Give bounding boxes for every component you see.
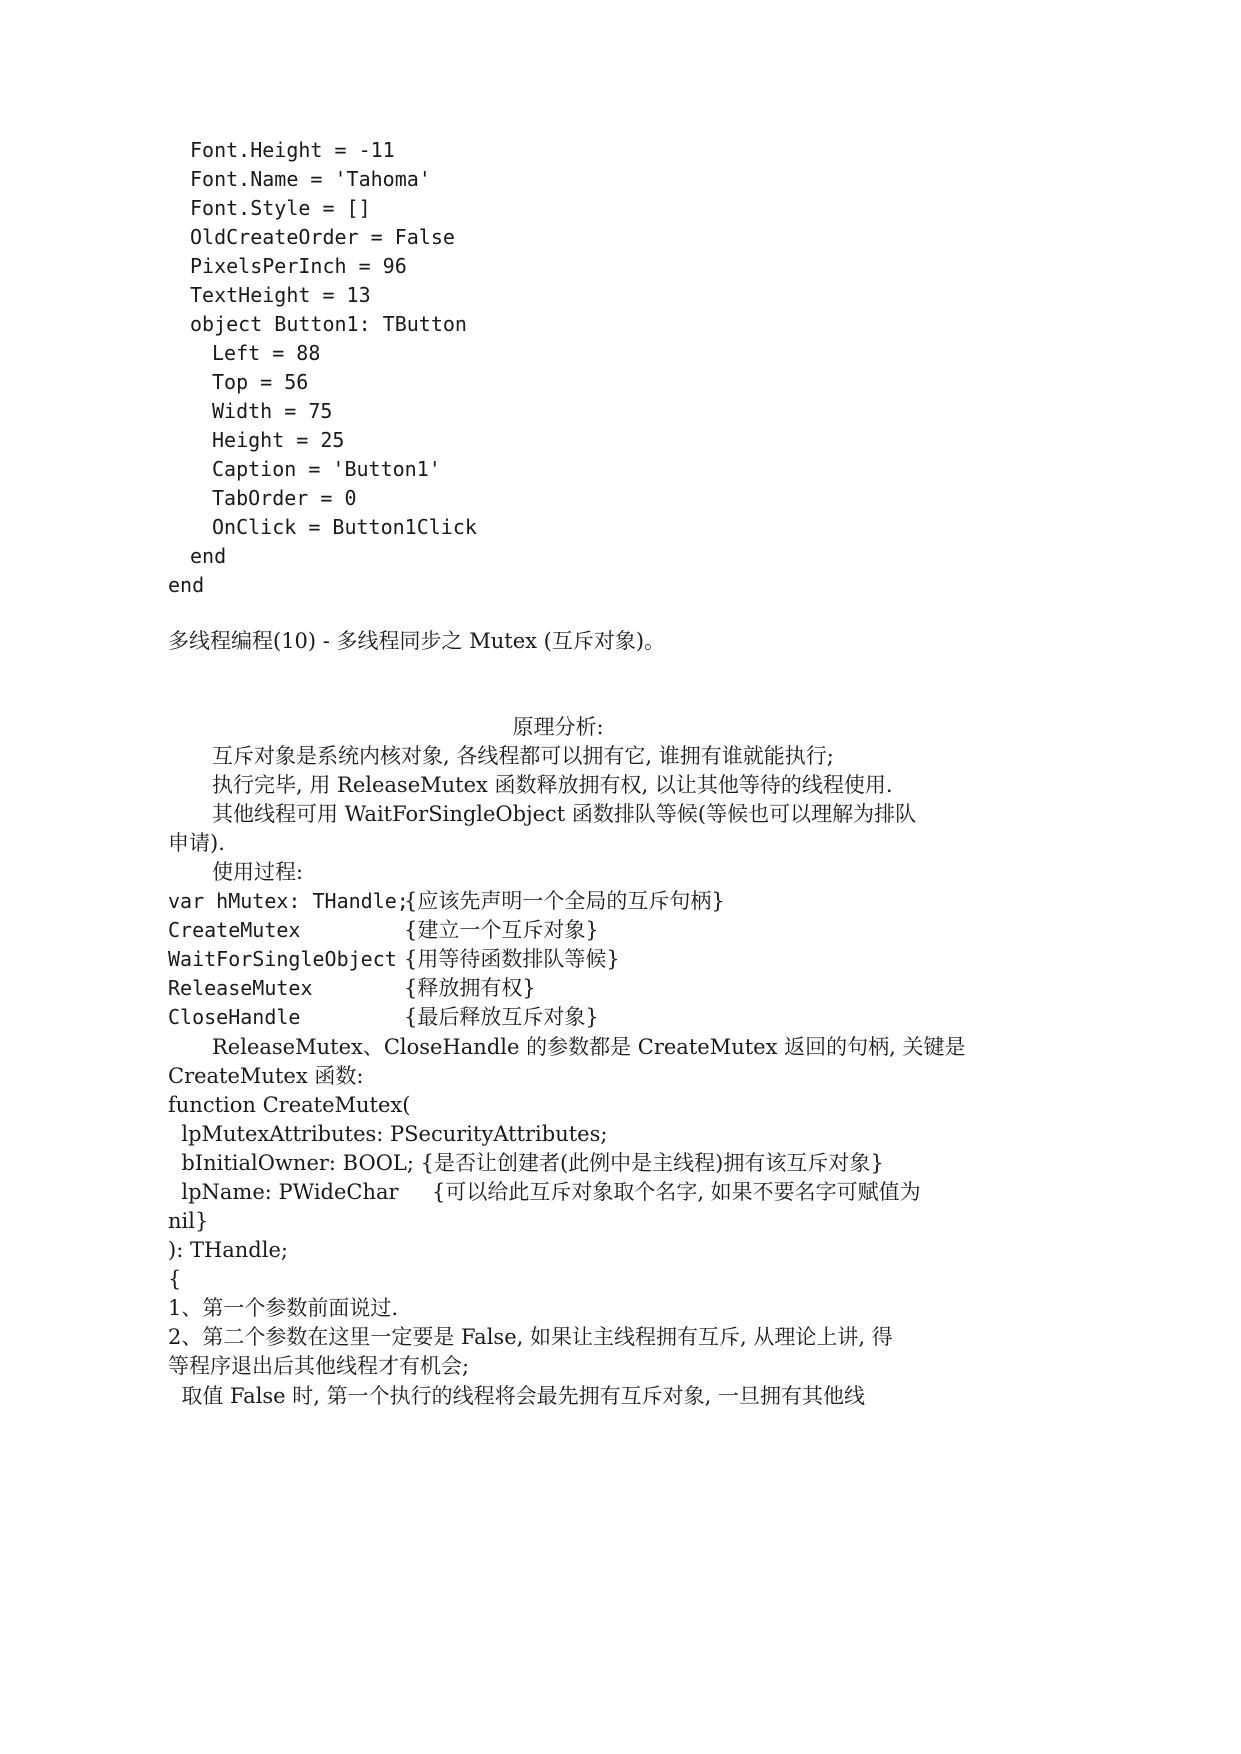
code-line-text-height: TextHeight = 13 <box>190 283 371 307</box>
code-line-button-width: Width = 75 <box>212 399 333 423</box>
note-line-4: 取值 False 时, 第一个执行的线程将会最先拥有互斥对象, 一旦拥有其他线 <box>168 1384 865 1408</box>
note-line-3: 等程序退出后其他线程才有机会; <box>168 1354 470 1378</box>
code-line-button-caption: Caption = 'Button1' <box>212 457 441 481</box>
code-line-button-left: Left = 88 <box>212 341 321 365</box>
analysis-line-2: 执行完毕, 用 ReleaseMutex 函数释放拥有权, 以让其他等待的线程使用. <box>212 773 893 797</box>
usage-step-code: WaitForSingleObject <box>168 947 397 971</box>
usage-step-code: CreateMutex <box>168 918 301 942</box>
code-line-old-create-order: OldCreateOrder = False <box>190 225 455 249</box>
params-note-line-2: CreateMutex 函数: <box>168 1064 364 1088</box>
function-decl-line: lpName: PWideChar {可以给此互斥对象取个名字, 如果不要名字可赋值为 <box>168 1180 921 1204</box>
usage-step-code: ReleaseMutex <box>168 976 313 1000</box>
code-line-end-outer: end <box>168 573 205 597</box>
analysis-line-1: 互斥对象是系统内核对象, 各线程都可以拥有它, 谁拥有谁就能执行; <box>212 744 834 768</box>
analysis-line-3: 其他线程可用 WaitForSingleObject 函数排队等候(等候也可以理解为排队 <box>212 802 917 826</box>
analysis-heading: 原理分析: <box>512 715 604 739</box>
code-line-button-height: Height = 25 <box>212 428 345 452</box>
usage-heading: 使用过程: <box>212 860 304 884</box>
usage-step-comment: {建立一个互斥对象} <box>404 918 599 942</box>
usage-step-code: var hMutex: THandle; <box>168 889 409 913</box>
function-decl-line: ): THandle; <box>168 1238 288 1262</box>
function-decl-line: bInitialOwner: BOOL; {是否让创建者(此例中是主线程)拥有该互斥对象} <box>168 1151 884 1175</box>
code-line-pixels-per-inch: PixelsPerInch = 96 <box>190 254 407 278</box>
usage-step-code: CloseHandle <box>168 1005 301 1029</box>
function-decl-line: { <box>168 1267 182 1291</box>
code-line-end-inner: end <box>190 544 227 568</box>
section-title: 多线程编程(10) - 多线程同步之 Mutex (互斥对象)。 <box>168 629 666 653</box>
function-decl-line: nil} <box>168 1209 209 1233</box>
code-line-button-object: object Button1: TButton <box>190 312 467 336</box>
function-decl-line: lpMutexAttributes: PSecurityAttributes; <box>168 1122 608 1146</box>
code-line-button-onclick: OnClick = Button1Click <box>212 515 477 539</box>
note-line-1: 1、第一个参数前面说过. <box>168 1296 399 1320</box>
code-line-button-taborder: TabOrder = 0 <box>212 486 357 510</box>
code-line-font-height: Font.Height = -11 <box>190 138 395 162</box>
code-line-font-name: Font.Name = 'Tahoma' <box>190 167 431 191</box>
usage-step-comment: {应该先声明一个全局的互斥句柄} <box>404 889 725 913</box>
usage-step-comment: {最后释放互斥对象} <box>404 1005 599 1029</box>
note-line-2: 2、第二个参数在这里一定要是 False, 如果让主线程拥有互斥, 从理论上讲, 得 <box>168 1325 893 1349</box>
analysis-line-4: 申请). <box>168 831 225 855</box>
usage-step-comment: {释放拥有权} <box>404 976 536 1000</box>
code-line-button-top: Top = 56 <box>212 370 309 394</box>
usage-step-comment: {用等待函数排队等候} <box>404 947 620 971</box>
code-line-font-style: Font.Style = [] <box>190 196 371 220</box>
function-decl-line: function CreateMutex( <box>168 1093 411 1117</box>
params-note-line-1: ReleaseMutex、CloseHandle 的参数都是 CreateMutex 返回的句柄, 关键是 <box>212 1035 966 1059</box>
